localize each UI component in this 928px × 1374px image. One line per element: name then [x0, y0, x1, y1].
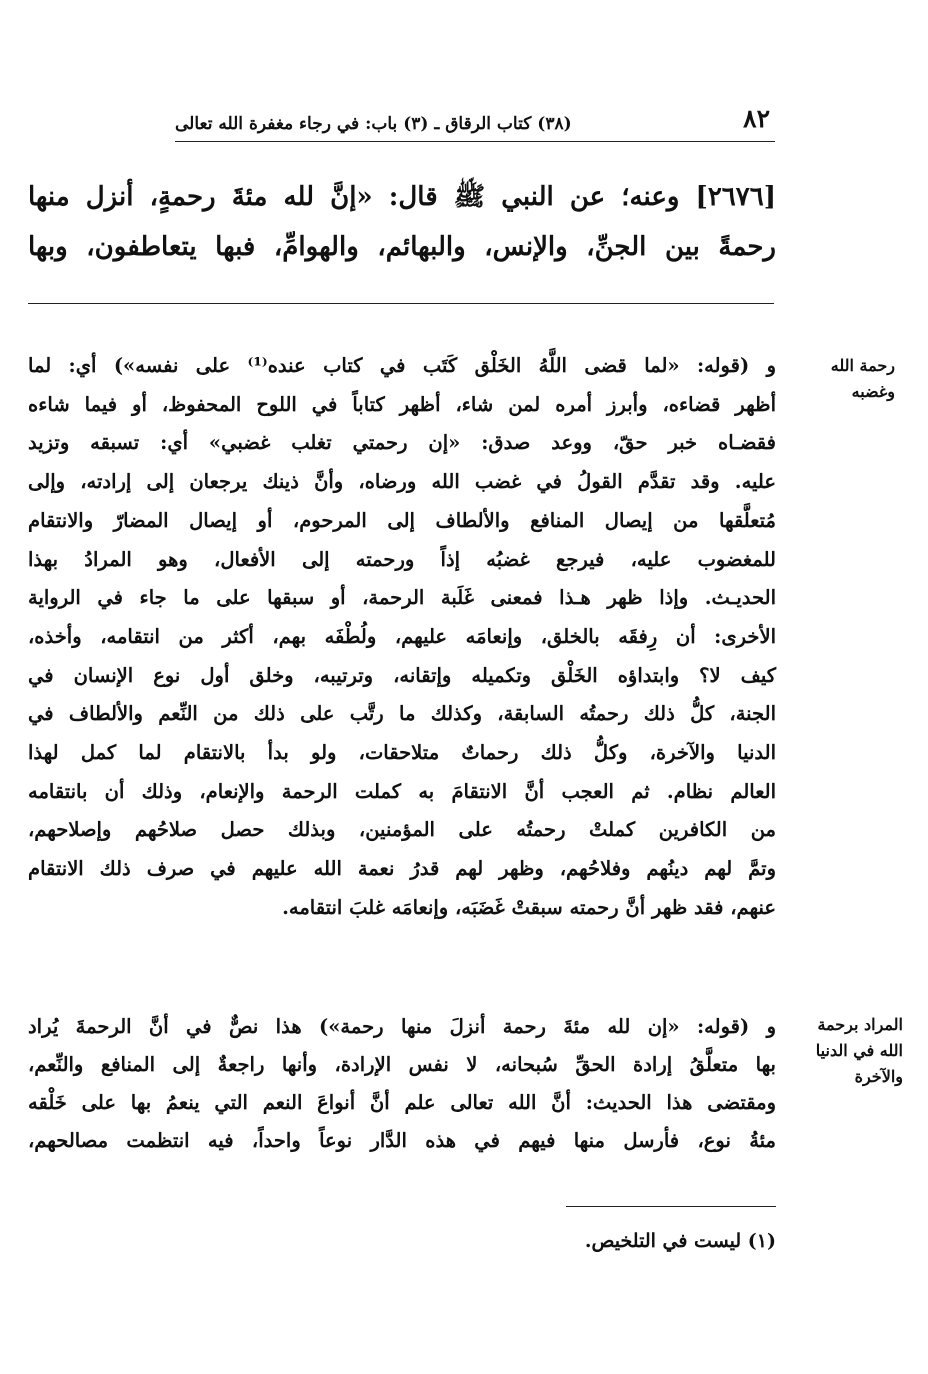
margin-note-mercy-and-wrath: [795, 353, 895, 405]
margin-note-mercy-in-this-world-and-hereafter: [785, 1012, 903, 1090]
commentary-line: الدنيا والآخرة، وكلُّ ذلك رحماتٌ متلاحقات، ولو بدأ بالانتقام لما كمل لهذا: [28, 741, 776, 765]
commentary-line: مُتعلَّقها من إيصال المنافع والألطاف إلى المرحوم، أو إيصال المضارّ والانتقام: [28, 508, 776, 532]
commentary-line: الأخرى: أن رِفقَه بالخلق، وإنعامَه عليهم، ولُطْفَه بهم، أكثر من انتقامه، وأخذه،: [28, 624, 776, 648]
margin-note-line: وغضبه: [851, 382, 895, 401]
margin-note-line: المراد برحمة: [817, 1015, 903, 1034]
commentary-line: أظهر قضاءه، وأبرز أمره لمن شاء، أظهر كتاباً في اللوح المحفوظ، أو فيما شاءه: [28, 392, 776, 416]
header-divider: [175, 141, 775, 142]
commentary-line: كيف لا؟ وابتداؤه الخَلْق وتكميله وإتقانه، وترتيبه، وخلق أول نوع الإنسان في: [28, 663, 776, 687]
margin-note-line: الله في الدنيا: [815, 1041, 903, 1060]
page-number: ٨٢: [743, 104, 770, 133]
margin-note-line: رحمة الله: [830, 356, 895, 375]
hadith-text: [28, 172, 776, 272]
commentary-line: ومقتضى هذا الحديث: أنَّ الله تعالى علم أنَّ أنواعَ النعم التي ينعمُ بها على خَلْقه: [28, 1091, 776, 1114]
hadith-line: [٢٦٧٦] وعنه؛ عن النبي ﷺ قال: «إنَّ لله مئةَ رحمةٍ، أنزل منها: [28, 182, 776, 212]
commentary-line: للمغضوب عليه، فيرجع غضبُه إذاً ورحمته إلى الأفعال، وهو المرادُ بهذا: [28, 547, 776, 571]
footnote: (١) ليست في التلخيص.: [584, 1230, 776, 1252]
commentary-line: الحديـث. وإذا ظهر هـذا فمعنى غَلَبة الرحمة، أو سبقها على ما جاء في الرواية: [28, 586, 776, 610]
commentary-line: بها متعلَّقُ إرادة الحقِّ سُبحانه، لا نفس الإرادة، وأنها راجعةٌ إلى المنافع والنِّعم،: [28, 1053, 776, 1076]
commentary-line: الجنة، كلُّ ذلك رحمتُه السابقة، وكذلك ما رتَّب على ذلك من النِّعم والألطاف في: [28, 702, 776, 726]
commentary-block-1: [28, 347, 776, 928]
commentary-line: من الكافرين كملتْ رحمتُه على المؤمنين، وبذلك حصل صلاحُهم وإصلاحهم،: [28, 818, 776, 842]
commentary-line: فقضـاه خبر حقّ، ووعد صدق: «إن رحمتي تغلب غضبي» أي: تسبقه وتزيد: [28, 431, 776, 455]
running-title: (٣٨) كتاب الرقاق ـ (٣) باب: في رجاء مغفرة الله تعالى: [175, 114, 572, 134]
footnote-divider: [566, 1206, 776, 1207]
margin-note-line: والآخرة: [854, 1067, 903, 1086]
page-header: [175, 104, 770, 138]
commentary-line: و (قوله: «لما قضى اللَّهُ الخَلْق كَتَب في كتاب عنده⁽¹⁾ على نفسه») أي: لما: [28, 354, 776, 377]
commentary-line: وتمَّ لهم دينُهم وفلاحُهم، وظهر لهم قدرُ نعمة الله عليهم في صرف ذلك الانتقام: [28, 857, 776, 881]
commentary-line: عليه. وقد تقدَّم القولُ في غضب الله ورضاه، وأنَّ ذينك يرجعان إلى إرادته، وإلى: [28, 470, 776, 494]
commentary-block-2: [28, 1008, 776, 1160]
hadith-divider: [28, 303, 774, 304]
commentary-line: و (قوله: «إن لله مئةَ رحمة أنزلَ منها رحمة») هذا نصٌّ في أنَّ الرحمةَ يُراد: [28, 1015, 776, 1038]
commentary-line: العالم نظام. ثم العجب أنَّ الانتقامَ به كملت الرحمة والإنعام، وذلك أن بانتقامه: [28, 779, 776, 803]
commentary-line: عنهم، فقد ظهر أنَّ رحمته سبقتْ غَضَبَه، وإنعامَه غلبَ انتقامه.: [282, 895, 776, 919]
commentary-line: مئةُ نوع، فأرسل منها فيهم في هذه الدَّار نوعاً واحداً، فيه انتظمت مصالحهم،: [28, 1129, 776, 1152]
hadith-line: رحمةً بين الجنِّ، والإنس، والبهائم، والهوامِّ، فبها يتعاطفون، وبها: [28, 232, 776, 262]
